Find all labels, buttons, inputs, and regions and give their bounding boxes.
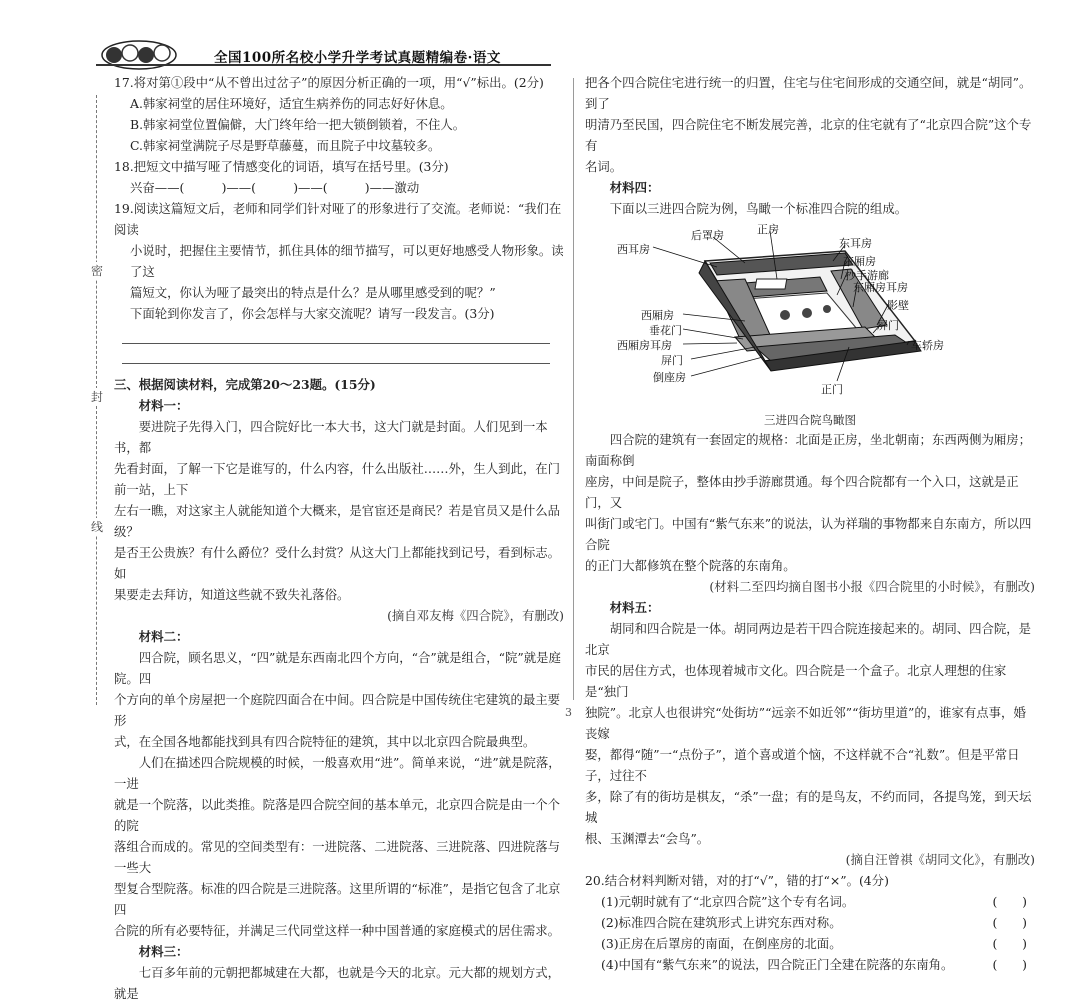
material-1-line: 果要走去拜访，知道这些就不致失礼落俗。: [114, 587, 350, 602]
q17-stem: 17.将对第①段中“从不曾出过岔子”的原因分析正确的一项，用“√”标出。(2分): [114, 75, 544, 90]
label-west-ear-room: 西耳房: [617, 243, 650, 256]
q18-stem: 18.把短文中描写哑了情感变化的词语，填写在括号里。(3分): [114, 159, 449, 174]
material-1-line: 先看封面，了解一下它是谁写的，什么内容，什么出版社……外，生人到此，在门前一站，上下: [114, 461, 561, 497]
material-2-line: 落组合而成的。常见的空间类型有：一进院落、二进院落、三进院落、四进院落与一些大: [114, 839, 561, 875]
q20-item-text: (3)正房在后罩房的南面，在倒座房的北面。: [601, 936, 842, 951]
q19-line-3: 篇短文，你认为哑了最突出的特点是什么？是从哪里感受到的呢？”: [130, 285, 496, 300]
q20-item-text: (1)元朝时就有了“北京四合院”这个专有名词。: [601, 894, 855, 909]
q18-fill-chain[interactable]: 兴奋——( )——( )——( )——激动: [130, 180, 420, 195]
q20-answer-blank[interactable]: ( ): [992, 915, 1027, 930]
material-5-line: 多，除了有的街坊是棋友，“杀”一盘；有的是鸟友，不约而同，各提鸟笼，到天坛城: [585, 789, 1032, 825]
label-west-wing-ear-room: 西厢房耳房: [617, 339, 672, 352]
q20-item: [585, 912, 1035, 933]
q19-line-1: 19.阅读这篇短文后，老师和同学们针对哑了的形象进行了交流。老师说：“我们在阅读: [114, 201, 562, 237]
material-4-line: 座房，中间是院子，整体由抄手游廊贯通。每个四合院都有一个入口，这就是正门，又: [585, 474, 1019, 510]
material-4-line: 叫街门或宅门。中国有“紫气东来”的说法，认为祥瑞的事物都来自东南方，所以四合院: [585, 516, 1032, 552]
label-veranda: 抄手游廊: [845, 269, 889, 282]
label-east-wing-ear-room: 东厢房耳房: [853, 281, 908, 294]
section-3-heading: 三、根据阅读材料，完成第20～23题。(15分): [114, 377, 376, 392]
q20-item-text: (4)中国有“紫气东来”的说法，四合院正门全建在院落的东南角。: [601, 957, 954, 972]
q20-stem: 20.结合材料判断对错，对的打“√”，错的打“×”。(4分): [585, 873, 889, 888]
binding-mark-feng: 封: [90, 390, 103, 404]
material-3-cont-line: 把各个四合院住宅进行统一的归置，住宅与住宅间形成的交通空间，就是“胡同”。到了: [585, 75, 1032, 111]
label-east-ear-room: 东耳房: [839, 237, 872, 250]
material-3-cont-line: 明清乃至民国，四合院住宅不断发展完善，北京的住宅就有了“北京四合院”这个专有: [585, 117, 1032, 153]
material-3-label: 材料三：: [138, 944, 189, 959]
q17-option-c: C.韩家祠堂满院子尽是野草藤蔓，而且院子中坟墓较多。: [130, 138, 441, 153]
material-4-intro: 下面以三进四合院为例，鸟瞰一个标准四合院的组成。: [609, 201, 908, 216]
q19-answer-line-1[interactable]: [122, 328, 550, 344]
label-screen-gate-left: 屏门: [661, 354, 683, 367]
q17-option-a: A.韩家祠堂的居住环境好，适宜生病养伤的同志好好休息。: [130, 96, 453, 111]
material-5-source: (摘自汪曾祺《胡同文化》，有删改): [845, 852, 1035, 867]
binding-mark-mi: 密: [90, 264, 103, 278]
left-column: [114, 72, 564, 1004]
material-5-line: 市民的居住方式，也体现着城市文化。四合院是一个盒子。北京人理想的住家是“独门: [585, 663, 1007, 699]
material-1-line: 要进院子先得入门，四合院好比一本大书，这大门就是封面。人们见到一本书，都: [114, 419, 548, 455]
q20-item: [585, 933, 1035, 954]
q20-answer-blank[interactable]: ( ): [992, 894, 1027, 909]
label-main-room: 正房: [757, 223, 779, 236]
label-screen-wall: 影壁: [887, 299, 909, 312]
header-rule: [96, 64, 551, 66]
q20-answer-blank[interactable]: ( ): [992, 936, 1027, 951]
label-rear-cover-room: 后罩房: [691, 229, 724, 242]
material-1-label: 材料一：: [138, 398, 189, 413]
diagram-caption: 三进四合院鸟瞰图: [764, 413, 856, 427]
q17-option-b: B.韩家祠堂位置偏僻，大门终年给一把大锁倒锁着，不住人。: [130, 117, 466, 132]
brand-logo: [100, 38, 178, 72]
material-4-label: 材料四：: [609, 180, 660, 195]
material-2-line: 就是一个院落，以此类推。院落是四合院空间的基本单元，北京四合院是由一个个的院: [114, 797, 561, 833]
material-5-line: 娶，都得“随”一“点份子”，道个喜或道个恼，不这样就不合“礼数”。但是平常日子，过往不: [585, 747, 1020, 783]
label-main-gate: 正门: [821, 383, 843, 396]
label-screen-gate-right: 屏门: [877, 319, 899, 332]
material-2-line: 型复合型院落。标准的四合院是三进院落。这里所谓的“标准”，是指它包含了北京四: [114, 881, 561, 917]
page-number: 3: [565, 706, 572, 719]
material-5-label: 材料五：: [609, 600, 660, 615]
material-2-line: 合院的所有必要特征，并满足三代同堂这样一种中国普通的家庭模式的居住需求。: [114, 923, 561, 938]
siheyuan-aerial-diagram: [595, 221, 1015, 409]
material-2-line: 人们在描述四合院规模的时候，一般喜欢用“进”。简单来说，“进”就是院落，一进: [114, 755, 561, 791]
q20-item-text: (2)标准四合院在建筑形式上讲究东西对称。: [601, 915, 842, 930]
material-1-line: 是否王公贵族？有什么爵位？受什么封赏？从这大门上都能找到记号，看到标志。如: [114, 545, 561, 581]
label-inverted-room: 倒座房: [653, 371, 686, 384]
material-4-source: (材料二至四均摘自图书小报《四合院里的小时候》，有删改): [709, 579, 1035, 594]
material-2-line: 个方向的单个房屋把一个庭院四面合在中间。四合院是中国传统住宅建筑的最主要形: [114, 692, 561, 728]
material-5-line: 独院”。北京人也很讲究“处街坊”“远亲不如近邻”“街坊里道”的，谁家有点事，婚丧嫁: [585, 705, 1026, 741]
column-divider: [573, 78, 574, 700]
material-2-line: 式，在全国各地都能找到具有四合院特征的建筑，其中以北京四合院最典型。: [114, 734, 536, 749]
material-4-line: 四合院的建筑有一套固定的规格：北面是正房，坐北朝南；东西两侧为厢房；南面称倒: [585, 432, 1032, 468]
label-festoon-gate: 垂花门: [649, 324, 682, 337]
label-west-wing-room: 西厢房: [641, 309, 674, 322]
q20-item: [585, 891, 1035, 912]
q19-line-2: 小说时，把握住主要情节，抓住具体的细节描写，可以更好地感受人物形象。读了这: [130, 243, 564, 279]
q19-line-4: 下面轮到你发言了，你会怎样与大家交流呢？请写一段发言。(3分): [130, 306, 495, 321]
material-4-line: 的正门大都修筑在整个院落的东南角。: [585, 558, 796, 573]
q20-answer-blank[interactable]: ( ): [992, 957, 1027, 972]
label-east-wing-room: 东厢房: [843, 255, 876, 268]
header-title: 全国100所名校小学升学考试真题精编卷·语文: [214, 50, 501, 66]
binding-mark-xian: 线: [90, 520, 103, 534]
q20-item: [585, 954, 1035, 975]
material-1-source: (摘自邓友梅《四合院》，有删改): [387, 608, 564, 623]
material-3-cont-line: 名词。: [585, 159, 623, 174]
material-3-line: 七百多年前的元朝把都城建在大都，也就是今天的北京。元大都的规划方式，就是: [114, 965, 561, 1001]
right-column: [585, 72, 1035, 975]
material-5-line: 根、玉渊潭去“会鸟”。: [585, 831, 710, 846]
material-2-label: 材料二：: [138, 629, 189, 644]
material-2-line: 四合院，顾名思义，“四”就是东西南北四个方向，“合”就是组合，“院”就是庭院。四: [114, 650, 561, 686]
q19-answer-line-2[interactable]: [122, 348, 550, 364]
material-5-line: 胡同和四合院是一体。胡同两边是若干四合院连接起来的。胡同、四合院，是北京: [585, 621, 1032, 657]
label-sedan-room: 车轿房: [911, 339, 944, 352]
material-1-line: 左右一瞧，对这家主人就能知道个大概来，是官宦还是商民？若是官员又是什么品级？: [114, 503, 561, 539]
